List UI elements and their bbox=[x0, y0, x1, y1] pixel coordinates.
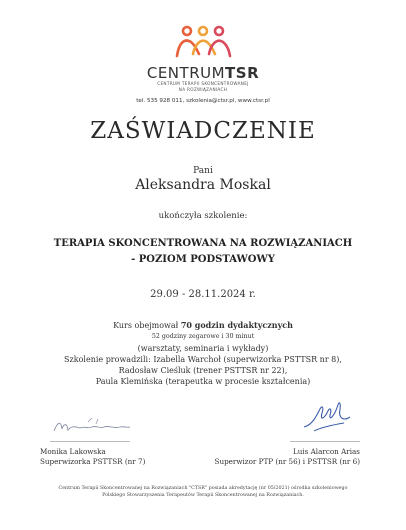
trainers-line2: Radosław Cieśluk (trener PSTTSR nr 22), bbox=[118, 366, 288, 376]
left-signer-name: Monika Lakowska bbox=[40, 447, 106, 456]
accreditation-footer bbox=[40, 485, 366, 499]
course-dates: 29.09 - 28.11.2024 r. bbox=[150, 289, 256, 300]
brand-name-thin: CENTRUM bbox=[146, 64, 226, 82]
right-signer bbox=[215, 447, 360, 467]
recipient-name: Aleksandra Moskal bbox=[135, 177, 271, 193]
left-signer bbox=[40, 447, 145, 467]
hours-prefix: Kurs obejmował bbox=[113, 321, 181, 330]
footer-line1: Centrum Terapii Skoncentrowanej na Rozwiązaniach "CTSR" posiada akredytację (nr 05/2021) ośrodka szkoleniowego bbox=[58, 486, 348, 491]
completed-text: ukończyła szkolenie: bbox=[158, 211, 248, 221]
brand-subtitle-line2: NA ROZWIĄZANIACH bbox=[178, 86, 228, 92]
hours-bold: 70 godzin dydaktycznych bbox=[180, 320, 293, 330]
footer-line2: Polskiego Stowarzyszenia Terapeutów Terapii Skoncentrowanej na Rozwiązaniach. bbox=[102, 493, 304, 498]
course-title-line1: TERAPIA SKONCENTROWANA NA ROZWIĄZANIACH bbox=[53, 238, 353, 249]
right-signer-name: Luis Alarcon Arias bbox=[292, 447, 360, 456]
left-signer-role: Superwizorka PSTTSR (nr 7) bbox=[40, 457, 146, 466]
certificate-title: ZAŚWIADCZENIE bbox=[90, 118, 316, 144]
contact-info: tel. 535 928 011, szkolenia@ctsr.pl, www.ctsr.pl bbox=[136, 98, 270, 104]
salutation: Pani bbox=[193, 166, 213, 176]
trainers-line3: Paula Klemińska (terapeutka w procesie kształcenia) bbox=[95, 377, 311, 387]
hours-breakdown: 52 godziny zegarowe i 30 minut bbox=[151, 333, 255, 341]
right-signer-role: Superwizor PTP (nr 56) i PSTTSR (nr 6) bbox=[214, 457, 360, 466]
brand-name bbox=[0, 64, 406, 82]
course-details bbox=[0, 320, 406, 388]
brand-subtitle-line1: CENTRUM TERAPII SKONCENTROWANEJ bbox=[157, 81, 249, 86]
course-format: (warsztaty, seminaria i wykłady) bbox=[137, 343, 269, 353]
course-title bbox=[40, 236, 366, 268]
right-signature-line bbox=[290, 441, 360, 442]
course-title-line2: - POZIOM PODSTAWOWY bbox=[131, 254, 275, 265]
hours-line bbox=[0, 320, 406, 331]
right-signature-icon bbox=[300, 397, 355, 435]
centrum-tsr-logo-icon bbox=[173, 24, 233, 60]
brand-name-bold: TSR bbox=[225, 64, 260, 82]
left-signature-line bbox=[50, 441, 130, 442]
brand-subtitle bbox=[0, 81, 406, 92]
left-signature-icon bbox=[52, 415, 132, 437]
trainers-line1: Szkolenie prowadzili: Izabella Warchoł (superwizorka PSTTSR nr 8), bbox=[64, 354, 342, 364]
